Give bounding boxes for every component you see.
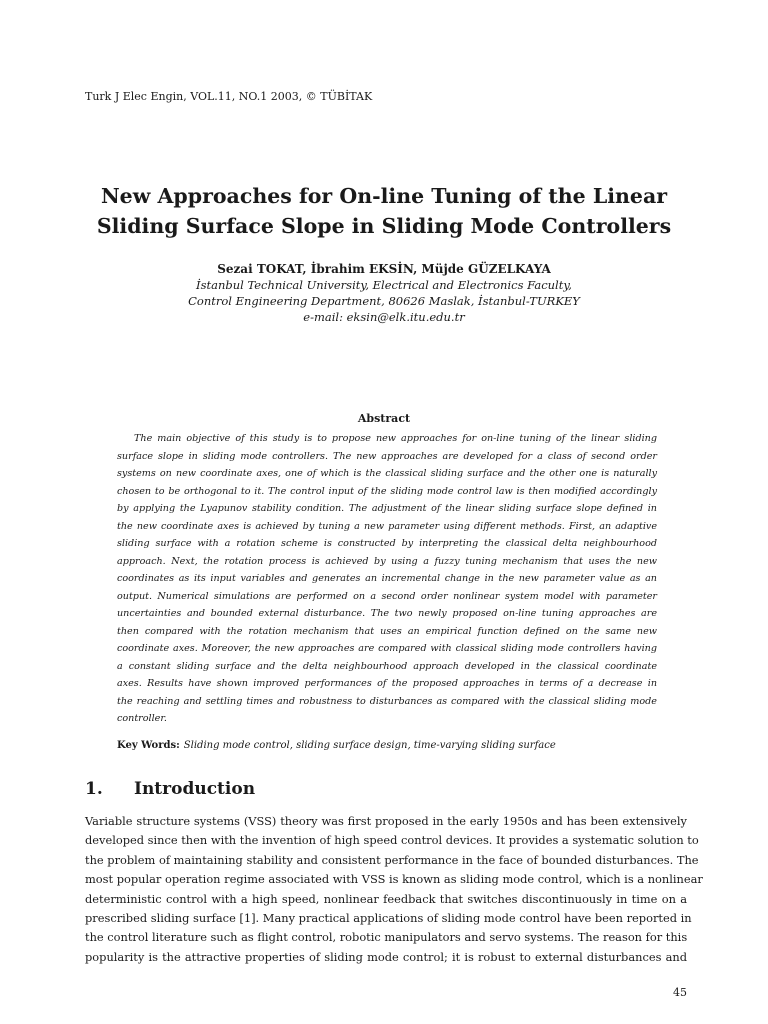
- abstract-line: axes. Results have shown improved performances of the proposed approaches in terms of a decrease in: [117, 678, 657, 689]
- affiliation-line: İstanbul Technical University, Electrical and Electronics Faculty,: [196, 278, 572, 292]
- abstract-line: The main objective of this study is to propose new approaches for on-line tuning of the linear sliding: [134, 433, 657, 444]
- abstract-line: then compared with the rotation mechanism that uses an empirical function defined on the same new: [117, 625, 657, 637]
- abstract-line: approach. Next, the rotation process is achieved by using a fuzzy tuning mechanism that uses the new: [117, 555, 657, 567]
- abstract-line: by applying the Lyapunov stability condition. The adjustment of the linear sliding surface slope defined in: [117, 503, 657, 514]
- abstract-line: uncertainties and bounded external disturbance. The two newly proposed on-line tuning approaches are: [117, 608, 657, 619]
- body-line: Variable structure systems (VSS) theory was first proposed in the early 1950s and has been extensively: [85, 814, 687, 828]
- section-title: Introduction: [134, 779, 256, 799]
- keywords-label: Key Words:: [117, 740, 180, 751]
- running-head: Turk J Elec Engin, VOL.11, NO.1 2003, © TÜBİTAK: [85, 90, 373, 103]
- section-heading: [85, 779, 255, 799]
- abstract-line: coordinates as its input variables and generates an incremental change in the new parameter value as an: [117, 573, 657, 584]
- abstract-line: coordinate axes. Moreover, the new approaches are compared with classical sliding mode controllers having: [117, 643, 657, 654]
- abstract-line: output. Numerical simulations are performed on a second order nonlinear system model with parameter: [117, 590, 657, 602]
- abstract-line: systems on new coordinate axes, one of which is the classical sliding surface and the other one is naturally: [117, 468, 657, 479]
- authors: Sezai TOKAT, İbrahim EKSİN, Müjde GÜZELKAYA: [217, 262, 551, 276]
- abstract-line: a constant sliding surface and the delta neighbourhood approach developed in the classical coordinate: [117, 660, 657, 672]
- body-line: the control literature such as flight control, robotic manipulators and servo systems. The reason for this: [85, 930, 688, 945]
- body-line: developed since then with the invention of high speed control devices. It provides a systematic solution to: [85, 833, 699, 848]
- paper-title: [0, 181, 768, 241]
- body-line: the problem of maintaining stability and consistent performance in the face of bounded disturbances. The: [85, 852, 699, 867]
- body-line: popularity is the attractive properties of sliding mode control; it is robust to external disturbances and: [85, 949, 687, 964]
- keywords-text: Sliding mode control, sliding surface design, time-varying sliding surface: [183, 740, 556, 751]
- title-line: Sliding Surface Slope in Sliding Mode Controllers: [96, 214, 672, 238]
- email-line: e-mail: eksin@elk.itu.edu.tr: [303, 310, 465, 324]
- abstract-line: chosen to be orthogonal to it. The control input of the sliding mode control law is then modified accordingly: [117, 485, 657, 497]
- abstract-line: sliding surface with a rotation scheme is constructed by interpreting the classical delta neighbourhood: [117, 538, 657, 549]
- keywords: [117, 740, 556, 751]
- body-line: deterministic control with a high speed, nonlinear feedback that switches discontinuously in time on a: [85, 891, 687, 906]
- abstract-heading: Abstract: [357, 412, 411, 425]
- page-number: 45: [673, 986, 687, 999]
- abstract-line: the reaching and settling times and robustness to disturbances as compared with the classical sliding mode: [117, 695, 657, 707]
- body-line: prescribed sliding surface [1]. Many practical applications of sliding mode control have been reported in: [85, 911, 692, 925]
- abstract-line: controller.: [117, 713, 167, 724]
- abstract-line: the new coordinate axes is achieved by tuning a new parameter using different methods. First, an adaptive: [117, 520, 657, 532]
- affiliation-line: Control Engineering Department, 80626 Maslak, İstanbul-TURKEY: [188, 294, 580, 308]
- title-line: New Approaches for On-line Tuning of the Linear: [100, 184, 668, 208]
- body-line: most popular operation regime associated with VSS is known as sliding mode control, which is a nonlinear: [85, 872, 703, 887]
- affiliation: [0, 277, 768, 325]
- section-number: 1.: [85, 779, 103, 799]
- abstract-line: surface slope in sliding mode controllers. The new approaches are developed for a class of second order: [117, 450, 657, 462]
